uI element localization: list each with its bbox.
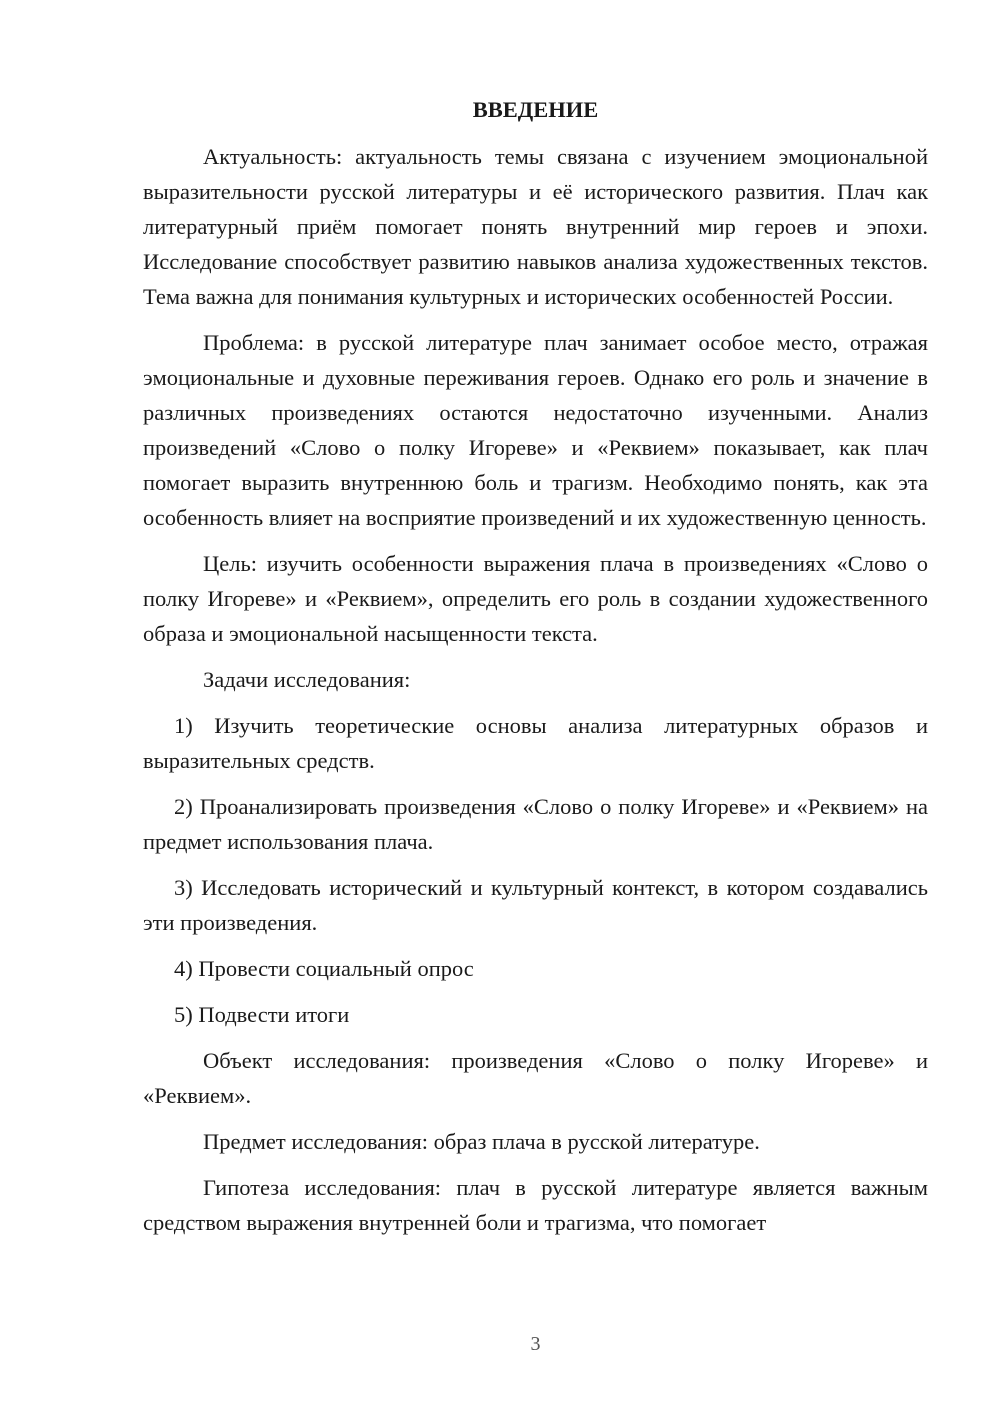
task-item-4: 4) Провести социальный опрос: [174, 956, 474, 981]
task-item-5: 5) Подвести итоги: [174, 1002, 350, 1027]
task-item-1: 1) Изучить теоретические основы анализа литературных образов и выразительных средств.: [143, 713, 928, 773]
problem-paragraph: Проблема: в русской литературе плач занимает особое место, отражая эмоциональные и духовные переживания героев. Однако его роль и значение в различных произведениях остаются недостаточно изученными. Анализ произведений «Слово о полку Игореве» и «Реквием» показывает, как плач помогает выразить внутреннюю боль и трагизм. Необходимо понять, как эта особенность влияет на восприятие произведений и их художественную ценность.: [143, 330, 928, 530]
tasks-heading: Задачи исследования:: [203, 667, 411, 692]
goal-paragraph: Цель: изучить особенности выражения плача в произведениях «Слово о полку Игореве» и «Реквием», определить его роль в создании художественного образа и эмоциональной насыщенности текста.: [143, 551, 928, 646]
section-title: ВВЕДЕНИЕ: [472, 97, 599, 122]
hypothesis-paragraph: Гипотеза исследования: плач в русской литературе является важным средством выражения внутренней боли и трагизма, что помогает: [143, 1175, 928, 1235]
subject-paragraph: Предмет исследования: образ плача в русской литературе.: [203, 1129, 760, 1154]
page-number: 3: [530, 1333, 541, 1355]
relevance-paragraph: Актуальность: актуальность темы связана с изучением эмоциональной выразительности русской литературы и её исторического развития. Плач как литературный приём помогает понять внутренний мир героев и эпохи. Исследование способствует развитию навыков анализа художественных текстов. Тема важна для понимания культурных и исторических особенностей России.: [143, 144, 928, 309]
document-page: [143, 92, 928, 1251]
task-item-3: 3) Исследовать исторический и культурный контекст, в котором создавались эти произведения.: [143, 875, 928, 935]
task-item-2: 2) Проанализировать произведения «Слово о полку Игореве» и «Реквием» на предмет использования плача.: [143, 794, 928, 854]
object-paragraph: Объект исследования: произведения «Слово о полку Игореве» и «Реквием».: [143, 1048, 928, 1108]
